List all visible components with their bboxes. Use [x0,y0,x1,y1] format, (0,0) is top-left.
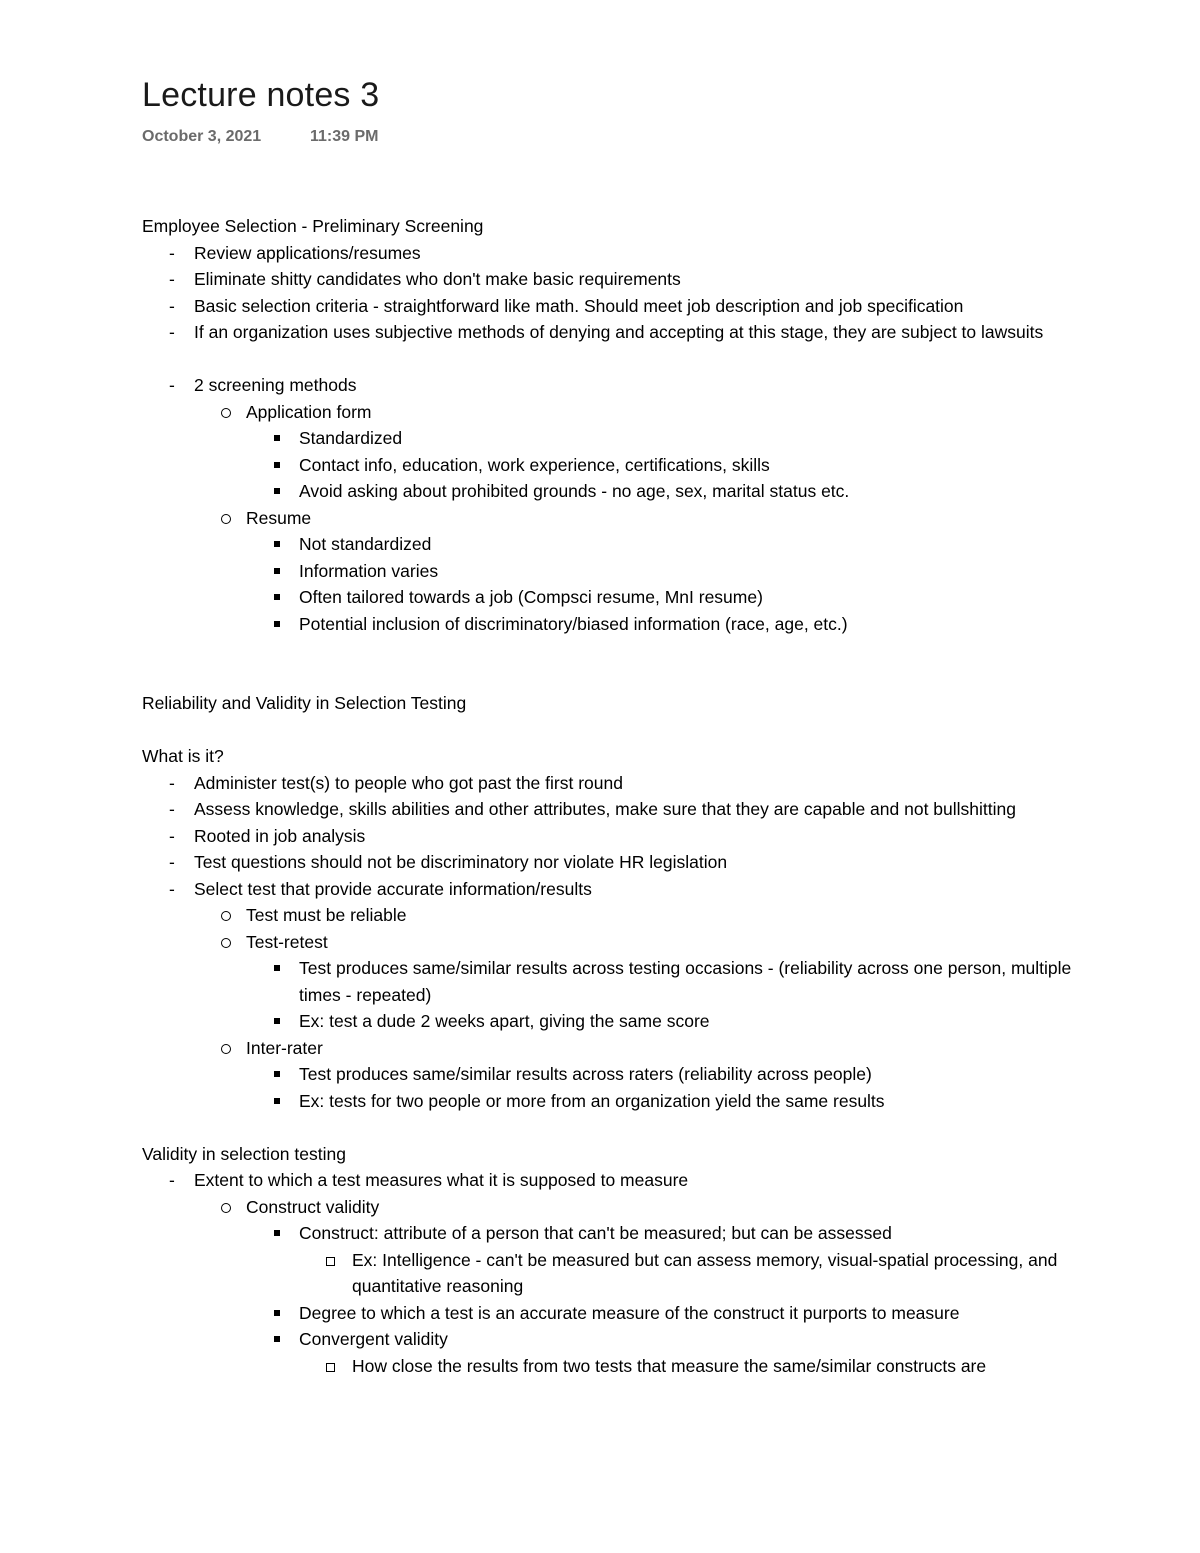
square-bullet-icon [274,594,280,600]
list-item: Test must be reliable [194,902,1072,929]
dash-bullet-icon: - [169,878,175,899]
bullet-list [142,372,1072,637]
list-item: Avoid asking about prohibited grounds - no age, sex, marital status etc. [246,478,1072,505]
square-bullet-icon [274,568,280,574]
list-item: - 2 screening methods Application form Standardized Contact info, education, work experience, certifications, skills Avoid asking about prohibited grounds - no age, sex, marital status etc. Resume Not standardized Information varies Often tailored towards a job (Compsci resume, MnI resume) Potential inclusion of discriminatory/biased information (race, age, etc.) [142,372,1072,637]
list-item: Degree to which a test is an accurate measure of the construct it purports to measure [246,1300,1072,1327]
dash-bullet-icon: - [169,772,175,793]
list-item: Construct validity Construct: attribute of a person that can't be measured; but can be assessed Ex: Intelligence - can't be measured but can assess memory, visual-spatial processing, and quantitative reasoning Degree to which a test is an accurate measure of the construct it purports to measure Convergent validity How close the results from two tests that measure the same/similar constructs are [194,1194,1072,1380]
sub-heading: What is it? [142,746,224,766]
list-item: Often tailored towards a job (Compsci resume, MnI resume) [246,584,1072,611]
square-bullet-icon [274,1098,280,1104]
note-body [142,213,1072,1379]
dash-bullet-icon: - [169,322,175,342]
list-item: - Test questions should not be discriminatory nor violate HR legislation [142,849,1072,876]
dash-bullet-icon: - [169,269,175,289]
list-item: Test produces same/similar results across raters (reliability across people) [246,1061,1072,1088]
list-item: Construct: attribute of a person that can't be measured; but can be assessed Ex: Intelligence - can't be measured but can assess memory, visual-spatial processing, and quantitative reasoning [246,1220,1072,1300]
circle-bullet-icon [221,408,231,418]
section-heading: Validity in selection testing [142,1143,346,1164]
list-item: Information varies [246,558,1072,585]
section-heading: Reliability and Validity in Selection Testing [142,693,467,713]
dash-bullet-icon: - [169,825,175,846]
list-item: - Basic selection criteria - straightforward like math. Should meet job description and job specification [142,293,1072,320]
list-item: - Select test that provide accurate information/results Test must be reliable Test-retest Test produces same/similar results across testing occasions - (reliability across one person, multiple times - repeated) Ex: test a dude 2 weeks apart, giving the same score Inter-rater Test produces same/similar results across raters (reliability across people) Ex: tests for two people or more from an organization yield the same results [142,876,1072,1115]
list-item: Ex: test a dude 2 weeks apart, giving the same score [246,1008,1072,1035]
list-item: - Eliminate shitty candidates who don't make basic requirements [142,266,1072,293]
square-bullet-icon [274,1071,280,1077]
square-bullet-icon [274,462,280,468]
dash-bullet-icon: - [169,295,175,316]
square-bullet-icon [274,488,280,494]
list-item: - Administer test(s) to people who got past the first round [142,770,1072,797]
circle-bullet-icon [221,1044,231,1054]
list-item: Application form Standardized Contact info, education, work experience, certifications, skills Avoid asking about prohibited grounds - no age, sex, marital status etc. [194,399,1072,505]
circle-bullet-icon [221,514,231,524]
page-title: Lecture notes 3 [142,76,380,114]
hollow-square-bullet-icon [326,1363,335,1372]
dash-bullet-icon: - [169,799,175,819]
hollow-square-bullet-icon [326,1257,335,1266]
square-bullet-icon [274,541,280,547]
bullet-list [142,1167,1072,1379]
list-item: Ex: tests for two people or more from an organization yield the same results [246,1088,1072,1115]
square-bullet-icon [274,1230,280,1236]
section-heading: Employee Selection - Preliminary Screening [142,216,484,236]
bullet-list [142,240,1072,346]
bullet-list [142,770,1072,1115]
square-bullet-icon [274,435,280,441]
square-bullet-icon [274,1018,280,1024]
square-bullet-icon [274,1310,280,1316]
square-bullet-icon [274,965,280,971]
list-item: Convergent validity How close the results from two tests that measure the same/similar constructs are [246,1326,1072,1379]
list-item: Resume Not standardized Information varies Often tailored towards a job (Compsci resume, MnI resume) Potential inclusion of discriminatory/biased information (race, age, etc.) [194,505,1072,638]
list-item: Not standardized [246,531,1072,558]
dash-bullet-icon: - [169,375,175,395]
circle-bullet-icon [221,1203,231,1213]
dash-bullet-icon: - [169,242,175,263]
square-bullet-icon [274,1336,280,1342]
dash-bullet-icon: - [169,1170,175,1190]
list-item: - Extent to which a test measures what it is supposed to measure Construct validity Construct: attribute of a person that can't be measured; but can be assessed Ex: Intelligence - can't be measured but can assess memory, visual-spatial processing, and quantitative reasoning Degree to which a test is an accurate measure of the construct it purports to measure Convergent validity How close the results from two tests that measure the same/similar constructs are [142,1167,1072,1379]
note-time: 11:39 PM [310,128,379,145]
list-item: Ex: Intelligence - can't be measured but can assess memory, visual-spatial processing, and quantitative reasoning [299,1247,1072,1300]
circle-bullet-icon [221,938,231,948]
list-item: Contact info, education, work experience, certifications, skills [246,452,1072,479]
list-item: Inter-rater Test produces same/similar results across raters (reliability across people) Ex: tests for two people or more from an organization yield the same results [194,1035,1072,1115]
list-item: - Assess knowledge, skills abilities and other attributes, make sure that they are capable and not bullshitting [142,796,1072,823]
dash-bullet-icon: - [169,852,175,872]
note-date: October 3, 2021 [142,128,262,145]
list-item: Test produces same/similar results across testing occasions - (reliability across one person, multiple times - repeated) [246,955,1072,1008]
list-item: Test-retest Test produces same/similar results across testing occasions - (reliability across one person, multiple times - repeated) Ex: test a dude 2 weeks apart, giving the same score [194,929,1072,1035]
list-item: Potential inclusion of discriminatory/biased information (race, age, etc.) [246,611,1072,638]
circle-bullet-icon [221,911,231,921]
list-item: - Review applications/resumes [142,240,1072,267]
square-bullet-icon [274,621,280,627]
list-item: - Rooted in job analysis [142,823,1072,850]
list-item: Standardized [246,425,1072,452]
list-item: How close the results from two tests that measure the same/similar constructs are [299,1353,1072,1380]
list-item: - If an organization uses subjective methods of denying and accepting at this stage, they are subject to lawsuits [142,319,1072,346]
